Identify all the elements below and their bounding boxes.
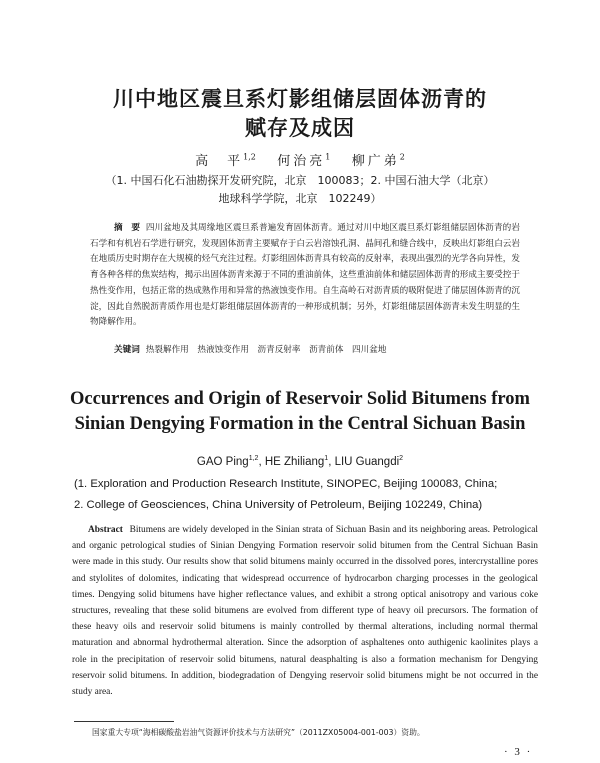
- english-author-1: GAO Ping: [196, 455, 249, 468]
- funding-footnote: 国家重大专项“海相碳酸盐岩油气资源评价技术与方法研究”（2011ZX05004-001-003）资助。: [92, 728, 425, 737]
- author-3-affil: 2: [399, 152, 405, 162]
- author-1: 高 平: [195, 154, 244, 169]
- chinese-abstract: [90, 221, 520, 331]
- english-title-line1: Occurrences and Origin of Reservoir Solid Bitumens from: [70, 389, 530, 409]
- chinese-abstract-text: 四川盆地及其周缘地区震旦系普遍发育固体沥青。通过对川中地区震旦系灯影组储层固体沥青的岩石学和有机岩石学进行研究，发现固体沥青主要赋存于白云岩溶蚀孔洞、晶间孔和缝合线中，反映出灯影组白云岩在地质历史时期存在大规模的烃气充注过程。灯影组固体沥青具有较高的反射率，表现出强烈的光学各向异性，发育各种各样的焦炭结构，揭示出固体沥青来源于不同的重油前体，这些重油前体和储层固体沥青的形成主要受控于热性变作用，包括正常的热成熟作用和异常的热液蚀变作用。自生高岭石对沥青质的吸附促进了储层固体沥青的沉淀，因此自然脱沥青质作用也是灯影组储层固体沥青的一种形成机制；另外，灯影组储层固体沥青未发生明显的生物降解作用。: [90, 223, 520, 328]
- english-affiliation: [74, 474, 544, 516]
- english-abstract-text: Bitumens are widely developed in the Sinian strata of Sichuan Basin and its neighboring areas. Petrological and organic petrological studies of Sinian Dengying Formation reservoir solid bitumen from the Central Sichuan Basin were made in this study. Our results show that solid bitumens mainly occurred in the dissolved pores, intercrystalline pores and stylolites of dolomites, indicating that widespread occurrence of hydrocarbon charging processes in the geological times. Dengying solid bitumens have higher reflectance values, and exhibit a strong optical anisotropy and various coke structures, revealing that these solid bitumens are evolved from different type of heavy oil precursors. The formation of these heavy oils and reservoir solid bitumens is mainly controlled by thermal alterations, including normal thermal maturation and abnormal hydrothermal alteration. Since the adsorption of asphaltenes onto authigenic kaolinites plays a role in the precipitation of reservoir solid bitumens, natural deasphalting is also a formation mechanism for Dengying reservoir solid bitumens. In addition, biodegradation of Dengying reservoir solid bitumens might be not occurred in the study area.: [72, 525, 538, 698]
- author-3: 柳广弟: [351, 154, 400, 169]
- chinese-title: [0, 84, 600, 142]
- chinese-abstract-label: 摘 要: [114, 223, 141, 233]
- english-affiliation-line2: 2. College of Geosciences, China University of Petroleum, Beijing 102249, China): [74, 499, 483, 511]
- chinese-keywords: [114, 343, 514, 355]
- english-author-2-affil: 1: [324, 455, 329, 462]
- english-title-line2: Sinian Dengying Formation in the Central Sichuan Basin: [74, 414, 526, 434]
- english-affiliation-line1: (1. Exploration and Production Research Institute, SINOPEC, Beijing 100083, China;: [74, 478, 498, 490]
- chinese-title-line2: 赋存及成因: [245, 115, 355, 140]
- chinese-affiliation-line2: 地球科学学院，北京 102249）: [218, 192, 382, 205]
- author-2: 何治亮: [277, 154, 326, 169]
- chinese-affiliation: [90, 172, 510, 208]
- page-number: · 3 ·: [504, 746, 533, 758]
- chinese-affiliation-line1: （1. 中国石化石油勘探开发研究院，北京 100083；2. 中国石油大学（北京）: [105, 174, 495, 187]
- author-1-affil: 1,2: [243, 152, 256, 162]
- english-author-2: HE Zhiliang: [264, 455, 325, 468]
- footnote-divider: [74, 721, 174, 722]
- english-author-1-affil: 1,2: [248, 455, 259, 462]
- chinese-title-line1: 川中地区震旦系灯影组储层固体沥青的: [113, 86, 487, 111]
- chinese-keywords-label: 关键词: [114, 345, 140, 355]
- english-abstract: [72, 522, 538, 700]
- english-title: [0, 387, 600, 437]
- author-2-affil: 1: [325, 152, 331, 162]
- chinese-keywords-text: 热裂解作用 热液蚀变作用 沥青反射率 沥青前体 四川盆地: [145, 345, 387, 355]
- chinese-authors: [0, 150, 600, 169]
- english-author-3-affil: 2: [399, 455, 404, 462]
- english-authors: GAO Ping$^{1,2}$, HE Zhiliang$^1$, LIU Guangdi$^2$: [196, 455, 404, 468]
- english-author-3: LIU Guangdi: [334, 455, 400, 468]
- english-abstract-label: Abstract: [88, 525, 123, 535]
